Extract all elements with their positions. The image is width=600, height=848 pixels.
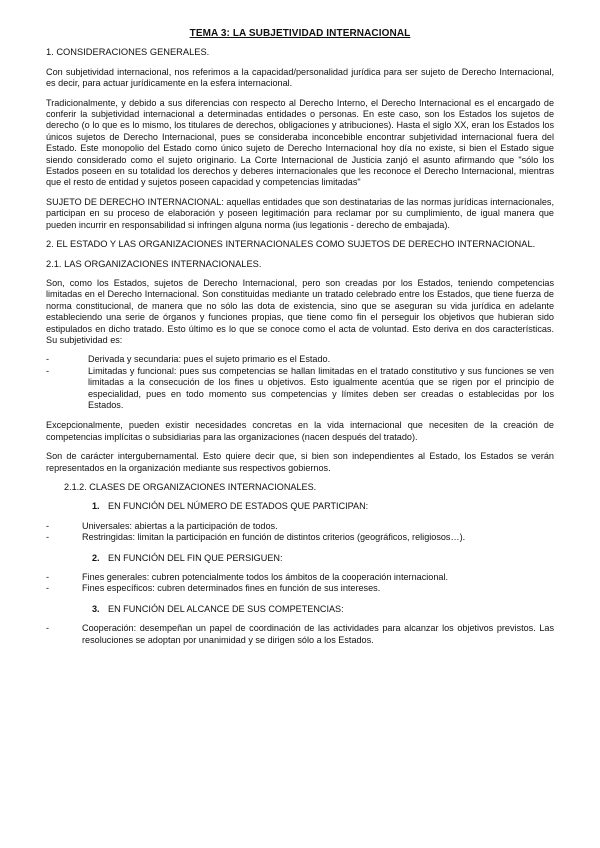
paragraph-implicit-powers: Excepcionalmente, pueden existir necesidades concretas en la vida internacional que necesiten de la creación de competencias implícitas o subsidiarias para las organizaciones (nacen después del tratado). — [46, 420, 554, 442]
class-title: EN FUNCIÓN DEL NÚMERO DE ESTADOS QUE PARTICIPAN: — [108, 501, 369, 512]
paragraph-definition: Con subjetividad internacional, nos referimos a la capacidad/personalidad jurídica para ser sujeto de Derecho Internacional, es decir, para actuar jurídicamente en la esfera internacional. — [46, 66, 554, 89]
class-heading-2 — [92, 553, 554, 564]
class-number: 1. — [92, 501, 100, 512]
class-heading-1 — [92, 501, 554, 512]
paragraph-intergovernmental: Son de carácter intergubernamental. Esto quiere decir que, si bien son independientes al Estado, los Estados se verán representados en la organización mediante sus respectivos gobiernos. — [46, 451, 554, 473]
list-item: - Restringidas: limitan la participación en función de distintos criterios (geográficos, religiosos…). — [46, 532, 554, 543]
list-item: - Limitadas y funcional: pues sus competencias se hallan limitadas en el tratado constitutivo y sus funciones se ven limitadas a la consecución de los fines u objetivos. Esto igualmente acentúa que se rigen por el principio de especialidad, pues en todo momento sus competencias y límites deben ser creadas o establecidas por los Estados. — [46, 366, 554, 412]
class-3-list — [46, 623, 554, 646]
section-1-heading: 1. CONSIDERACIONES GENERALES. — [46, 47, 210, 58]
class-title: EN FUNCIÓN DEL ALCANCE DE SUS COMPETENCIAS: — [108, 603, 344, 614]
class-title: EN FUNCIÓN DEL FIN QUE PERSIGUEN: — [108, 552, 283, 563]
class-number: 2. — [92, 552, 100, 563]
document-title: TEMA 3: LA SUBJETIVIDAD INTERNACIONAL — [189, 28, 411, 39]
list-item: - Fines específicos: cubren determinados fines en función de sus intereses. — [46, 583, 554, 594]
class-heading-3 — [92, 604, 554, 615]
section-2-heading: 2. EL ESTADO Y LAS ORGANIZACIONES INTERNACIONALES COMO SUJETOS DE DERECHO INTERNACIONAL. — [46, 239, 536, 250]
section-2-1-heading: 2.1. LAS ORGANIZACIONES INTERNACIONALES. — [46, 258, 262, 269]
list-item: - Universales: abiertas a la participación de todos. — [46, 521, 554, 532]
paragraph-organizations: Son, como los Estados, sujetos de Derecho Internacional, pero son creadas por los Estados, teniendo competencias limitadas en el Derecho Internacional. Son constituidas mediante un tratado celebrado entre los Estados, que tiene fuerza de norma constitucional, de manera que no sólo las dota de existencia, sino que se aseguran su vida jurídica en adelante estableciendo una serie de órganos y funciones propias, que tiene como fin el perseguir los objetivos que hubieran sido estipulados en dicho tratado. Esto último es lo que se conoce como el acta de voluntad. Esto deriva en dos características. Su subjetividad es: — [46, 277, 554, 345]
characteristics-list — [46, 354, 554, 411]
list-item: - Fines generales: cubren potencialmente todos los ámbitos de la cooperación internacional. — [46, 572, 554, 583]
paragraph-subject-definition: SUJETO DE DERECHO INTERNACIONAL: aquellas entidades que son destinatarias de las normas jurídicas internacionales, participan en su proceso de elaboración y poseen legitimación para reclamar por su cumplimiento, de igual manera que pueden incurrir en responsabilidad si infringen alguna norma (ius legationis - derecho de embajada). — [46, 196, 554, 230]
list-item: - Derivada y secundaria: pues el sujeto primario es el Estado. — [46, 354, 554, 365]
list-item: - Cooperación: desempeñan un papel de coordinación de las actividades para alcanzar los objetivos previstos. Las resoluciones se adoptan por unanimidad y se dirigen sólo a los Estados. — [46, 623, 554, 646]
section-2-1-2-heading: 2.1.2. CLASES DE ORGANIZACIONES INTERNACIONALES. — [64, 482, 317, 492]
class-2-list — [46, 572, 554, 595]
paragraph-tradition: Tradicionalmente, y debido a sus diferencias con respecto al Derecho Interno, el Derecho Internacional es el encargado de conferir la subjetividad internacional a determinadas entidades o personas. En este caso, son los Estados los sujetos de derecho (o lo que es lo mismo, los titulares de derechos, obligaciones y atribuciones). Hasta el siglo XX, eran los Estados los únicos sujetos de Derecho Internacional, pues se consideraba inconcebible encontrar subjetividad internacional fuera del Estado. Este monopolio del Estado como único sujeto de Derecho Internacional hoy día no existe, si bien el Estado sigue siendo considerado como el sujeto originario. La Corte Internacional de Justicia zanjó el asunto afirmando que "sólo los Estados poseen en su totalidad los derechos y deberes internacionales que les reconoce el Derecho Internacional, mientras que el resto de entidad y sujetos poseen capacidad y competencias limitadas" — [46, 97, 554, 188]
class-1-list — [46, 521, 554, 544]
class-number: 3. — [92, 603, 100, 614]
